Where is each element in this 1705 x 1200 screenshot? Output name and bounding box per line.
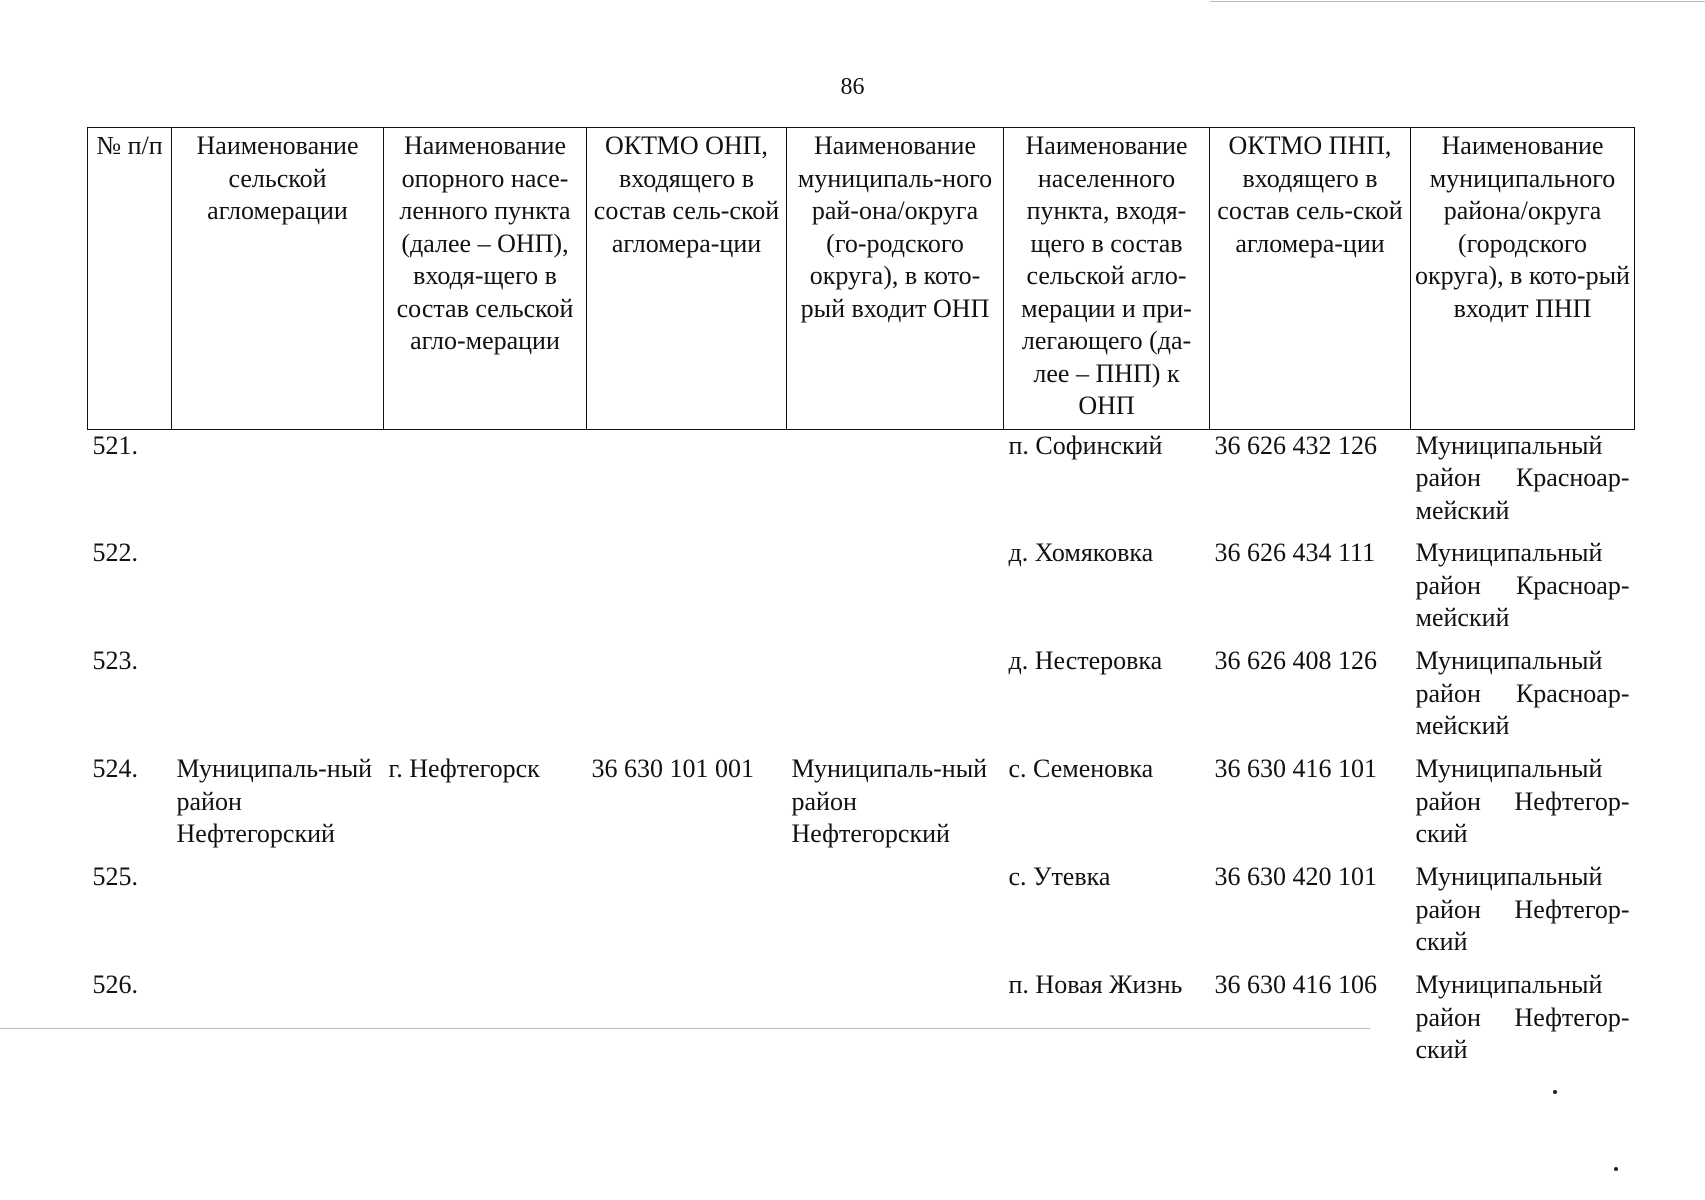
pnp-district-cell: Муниципальный район Нефтегор-ский bbox=[1415, 862, 1630, 956]
scan-speck bbox=[1553, 1090, 1557, 1094]
row-number: 526. bbox=[92, 970, 138, 999]
pnp-oktmo-cell: 36 630 420 101 bbox=[1214, 862, 1377, 891]
onp-oktmo-cell: 36 630 101 001 bbox=[591, 754, 754, 783]
header-pnp-district: Наименование муниципального района/округа (городского округа), в кото-рый входит ПНП bbox=[1411, 128, 1635, 430]
table-row bbox=[88, 645, 1635, 753]
header-onp-district: Наименование муниципаль-ного рай-она/округа (го-родского округа), в кото-рый входит ОНП bbox=[787, 128, 1004, 430]
table-row bbox=[88, 429, 1635, 537]
row-number: 522. bbox=[92, 538, 138, 567]
pnp-cell: п. Новая Жизнь bbox=[1008, 970, 1183, 999]
onp-district-cell: Муниципаль-ный район Нефтегорский bbox=[791, 754, 988, 848]
agglomeration-cell bbox=[172, 429, 384, 537]
pnp-cell: д. Хомяковка bbox=[1008, 538, 1154, 567]
onp-cell bbox=[384, 969, 587, 1077]
onp-cell bbox=[384, 537, 587, 645]
onp-cell bbox=[384, 645, 587, 753]
agglomeration-table bbox=[87, 127, 1635, 1077]
onp-cell bbox=[384, 429, 587, 537]
row-number: 524. bbox=[92, 754, 138, 783]
agglomeration-cell: Муниципаль-ный район Нефтегорский bbox=[176, 754, 373, 848]
pnp-cell: с. Семеновка bbox=[1008, 754, 1154, 783]
pnp-oktmo-cell: 36 626 434 111 bbox=[1214, 538, 1376, 567]
scan-speck bbox=[1614, 1167, 1618, 1171]
row-number: 521. bbox=[92, 430, 138, 460]
onp-oktmo-cell bbox=[587, 969, 787, 1077]
pnp-cell: д. Нестеровка bbox=[1008, 646, 1163, 675]
onp-district-cell bbox=[787, 969, 1004, 1077]
onp-oktmo-cell bbox=[587, 645, 787, 753]
pnp-oktmo-cell: 36 626 432 126 bbox=[1214, 430, 1377, 460]
table-header-row bbox=[88, 128, 1635, 430]
table-row bbox=[88, 969, 1635, 1077]
row-number: 525. bbox=[92, 862, 138, 891]
agglomeration-cell bbox=[172, 969, 384, 1077]
onp-oktmo-cell bbox=[587, 537, 787, 645]
onp-cell: г. Нефтегорск bbox=[388, 754, 540, 783]
pnp-district-cell: Муниципальный район Нефтегор-ский bbox=[1415, 754, 1630, 848]
header-onp-oktmo: ОКТМО ОНП, входящего в состав сель-ской агломера-ции bbox=[587, 128, 787, 430]
pnp-oktmo-cell: 36 630 416 101 bbox=[1214, 754, 1377, 783]
onp-district-cell bbox=[787, 861, 1004, 969]
pnp-district-cell: Муниципальный район Красноар-мейский bbox=[1415, 646, 1630, 740]
table-row bbox=[88, 861, 1635, 969]
table-row bbox=[88, 753, 1635, 861]
pnp-district-cell: Муниципальный район Красноар-мейский bbox=[1415, 430, 1630, 525]
onp-cell bbox=[384, 861, 587, 969]
page-number: 86 bbox=[840, 74, 865, 100]
header-pnp-oktmo: ОКТМО ПНП, входящего в состав сель-ской агломера-ции bbox=[1210, 128, 1411, 430]
onp-district-cell bbox=[787, 645, 1004, 753]
pnp-oktmo-cell: 36 630 416 106 bbox=[1214, 970, 1377, 999]
onp-oktmo-cell bbox=[587, 861, 787, 969]
pnp-cell: п. Софинский bbox=[1008, 430, 1163, 460]
agglomeration-cell bbox=[172, 537, 384, 645]
onp-district-cell bbox=[787, 537, 1004, 645]
header-agglomeration: Наименование сельской агломерации bbox=[172, 128, 384, 430]
table-row bbox=[88, 537, 1635, 645]
pnp-district-cell: Муниципальный район Нефтегор-ский bbox=[1415, 970, 1630, 1064]
onp-oktmo-cell bbox=[587, 429, 787, 537]
row-number: 523. bbox=[92, 646, 138, 675]
scan-artifact-top bbox=[1210, 1, 1705, 2]
pnp-cell: с. Утевка bbox=[1008, 862, 1111, 891]
onp-district-cell bbox=[787, 429, 1004, 537]
pnp-oktmo-cell: 36 626 408 126 bbox=[1214, 646, 1377, 675]
agglomeration-cell bbox=[172, 645, 384, 753]
header-number: № п/п bbox=[88, 128, 172, 430]
header-onp: Наименование опорного насе-ленного пункта (далее – ОНП), входя-щего в состав сельской агло-мерации bbox=[384, 128, 587, 430]
pnp-district-cell: Муниципальный район Красноар-мейский bbox=[1415, 538, 1630, 632]
agglomeration-cell bbox=[172, 861, 384, 969]
header-pnp: Наименование населенного пункта, входя-щего в состав сельской агло-мерации и при-легающего (да-лее – ПНП) к ОНП bbox=[1004, 128, 1210, 430]
